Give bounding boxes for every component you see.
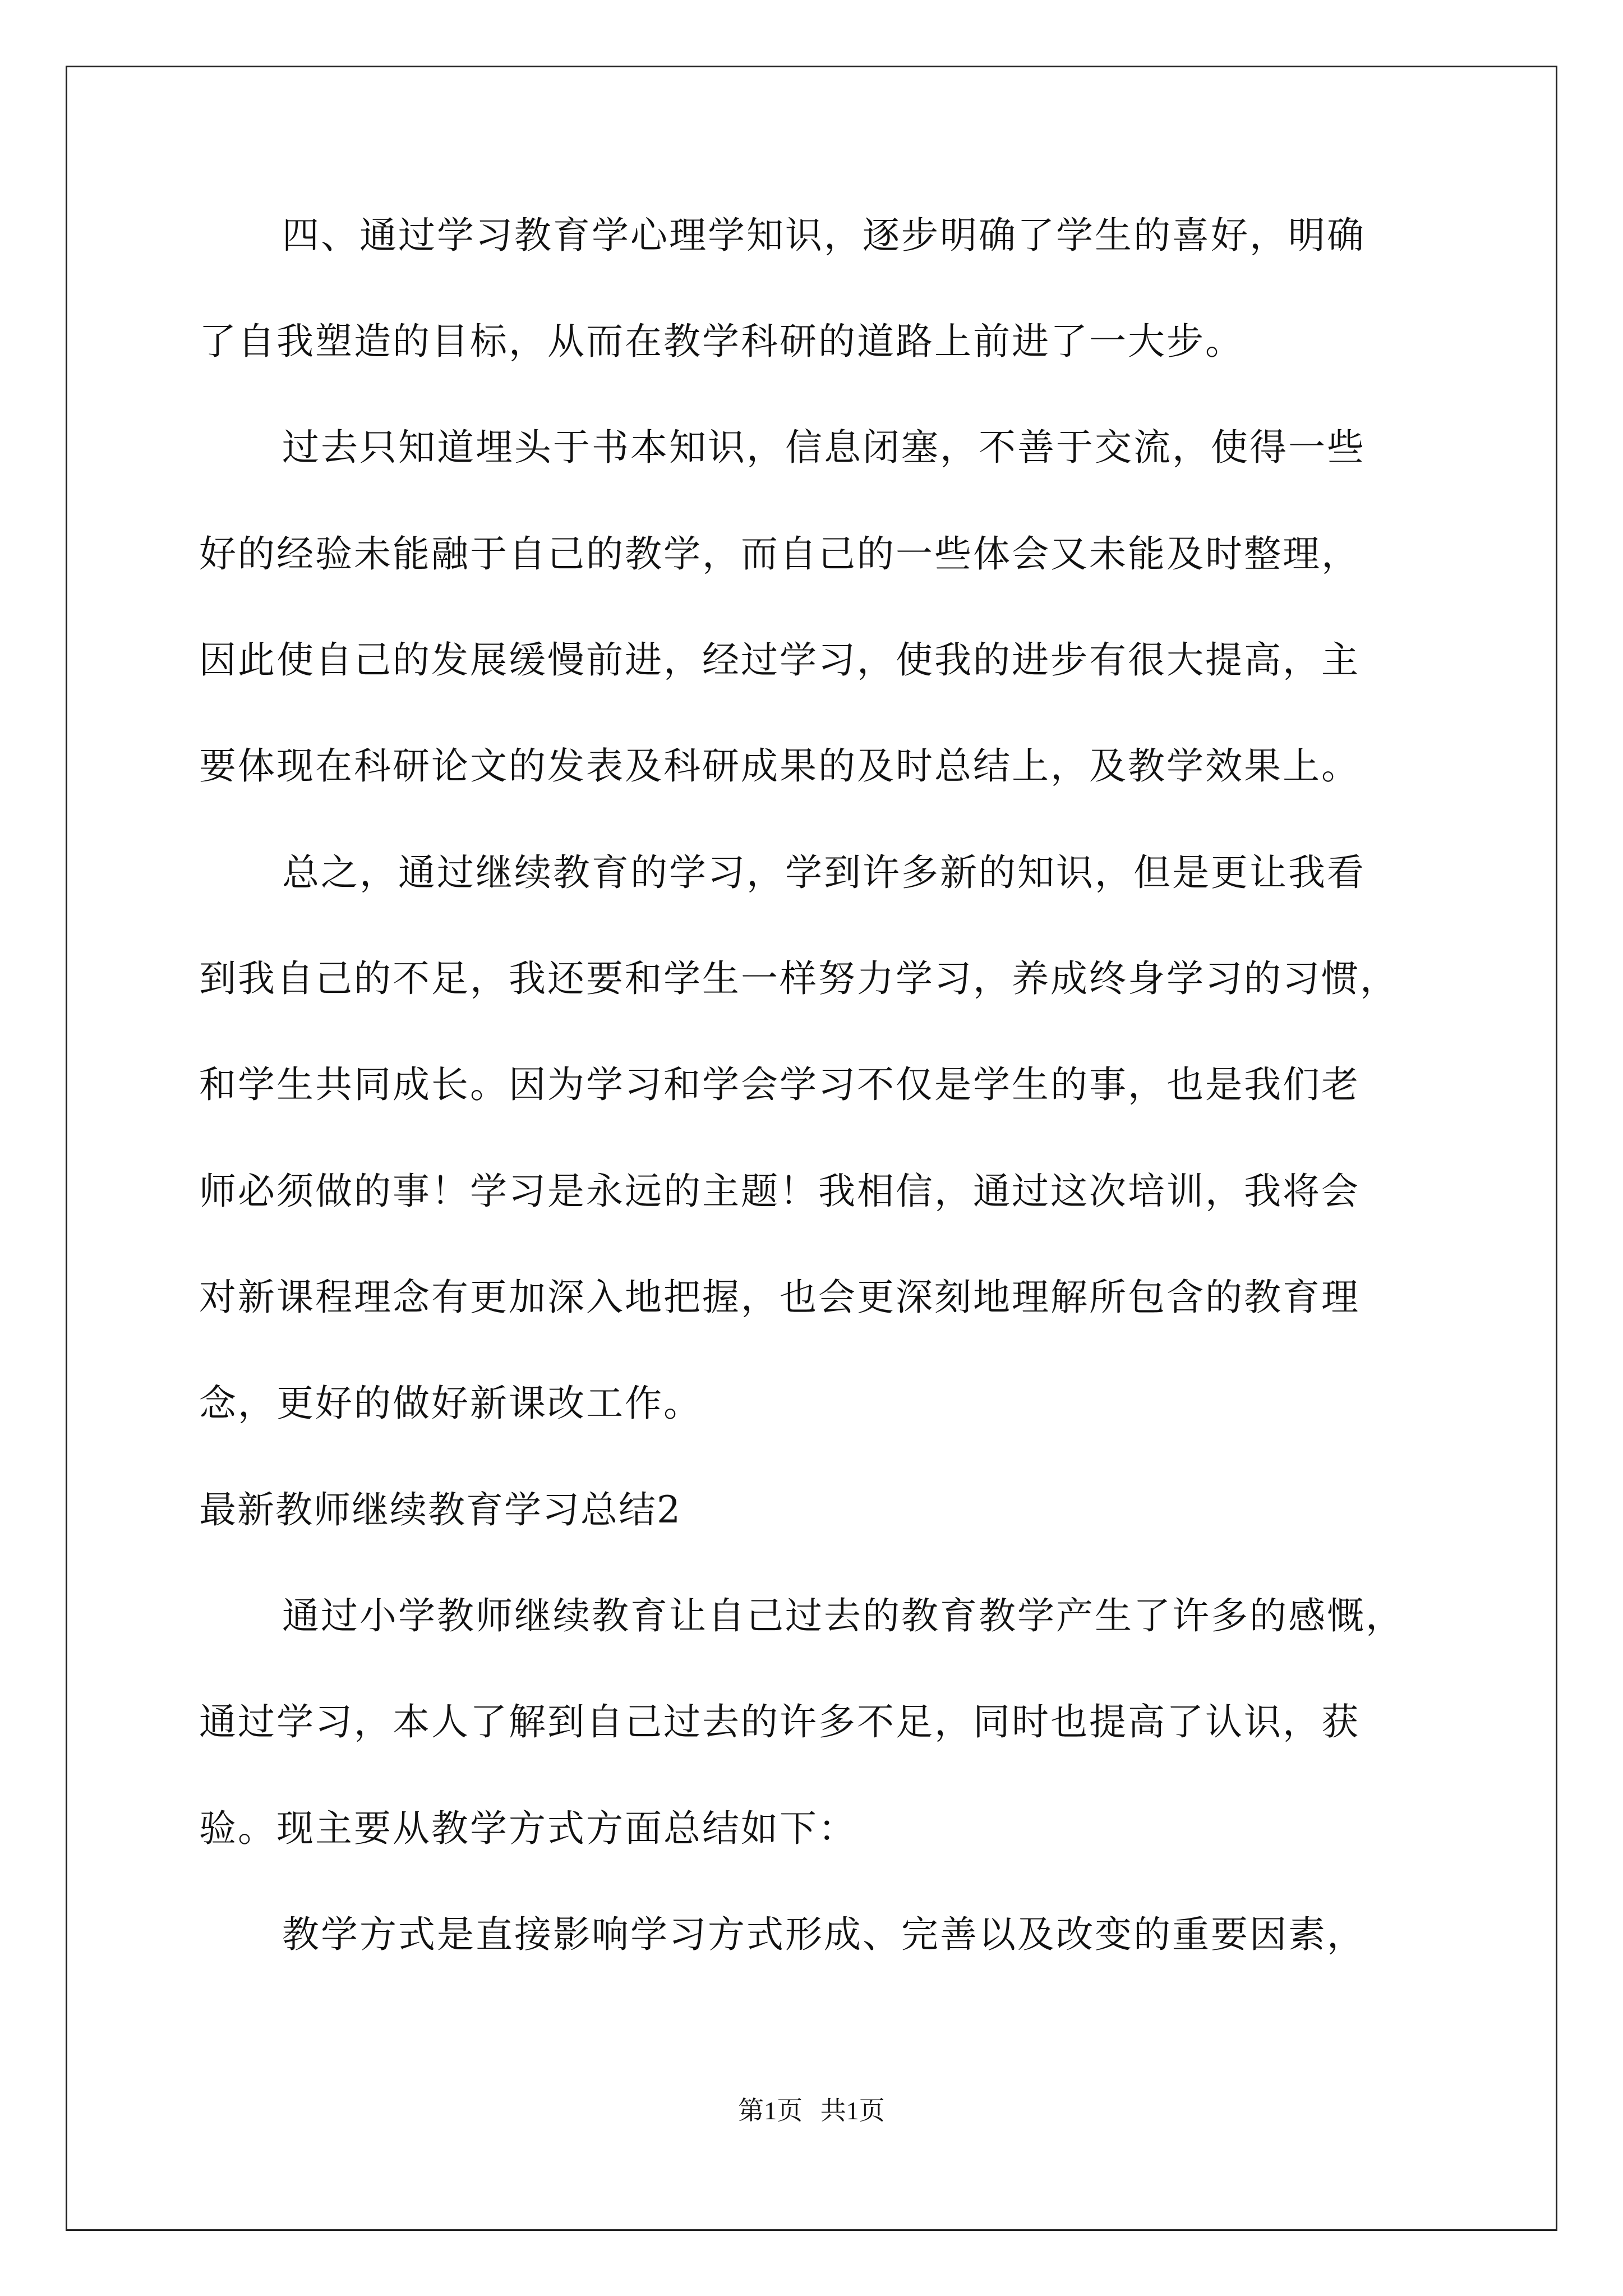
text-line: 要体现在科研论文的发表及科研成果的及时总结上，及教学效果上。 — [199, 744, 1360, 788]
text-line: 过去只知道埋头于书本知识，信息闭塞，不善于交流，使得一些 — [282, 426, 1366, 469]
page-border — [66, 66, 1557, 2231]
text-line: 好的经验未能融于自己的教学，而自己的一些体会又未能及时整理， — [199, 532, 1360, 576]
text-line: 总之，通过继续教育的学习，学到许多新的知识，但是更让我看 — [282, 851, 1366, 894]
page-footer — [0, 2095, 1623, 2127]
text-line: 验。现主要从教学方式方面总结如下： — [199, 1807, 857, 1850]
text-line: 四、通过学习教育学心理学知识，逐步明确了学生的喜好，明确 — [282, 214, 1366, 257]
text-line: 和学生共同成长。因为学习和学会学习不仅是学生的事，也是我们老 — [199, 1063, 1360, 1106]
text-line: 教学方式是直接影响学习方式形成、完善以及改变的重要因素， — [282, 1913, 1366, 1956]
text-line: 因此使自己的发展缓慢前进，经过学习，使我的进步有很大提高，主 — [199, 638, 1360, 682]
text-line: 对新课程理念有更加深入地把握，也会更深刻地理解所包含的教育理 — [199, 1276, 1360, 1319]
section-heading: 最新教师继续教育学习总结2 — [199, 1488, 681, 1531]
text-line: 了自我塑造的目标，从而在教学科研的道路上前进了一大步。 — [199, 320, 1244, 363]
text-line: 师必须做的事！学习是永远的主题！我相信，通过这次培训，我将会 — [199, 1170, 1360, 1213]
text-line: 通过小学教师继续教育让自己过去的教育教学产生了许多的感慨， — [282, 1594, 1404, 1637]
page-number: 第1页 — [738, 2096, 803, 2125]
text-line: 念，更好的做好新课改工作。 — [199, 1382, 702, 1425]
text-line: 通过学习，本人了解到自己过去的许多不足，同时也提高了认识，获 — [199, 1700, 1360, 1743]
text-line: 到我自己的不足，我还要和学生一样努力学习，养成终身学习的习惯， — [199, 957, 1399, 1000]
page-total: 共1页 — [820, 2096, 885, 2125]
